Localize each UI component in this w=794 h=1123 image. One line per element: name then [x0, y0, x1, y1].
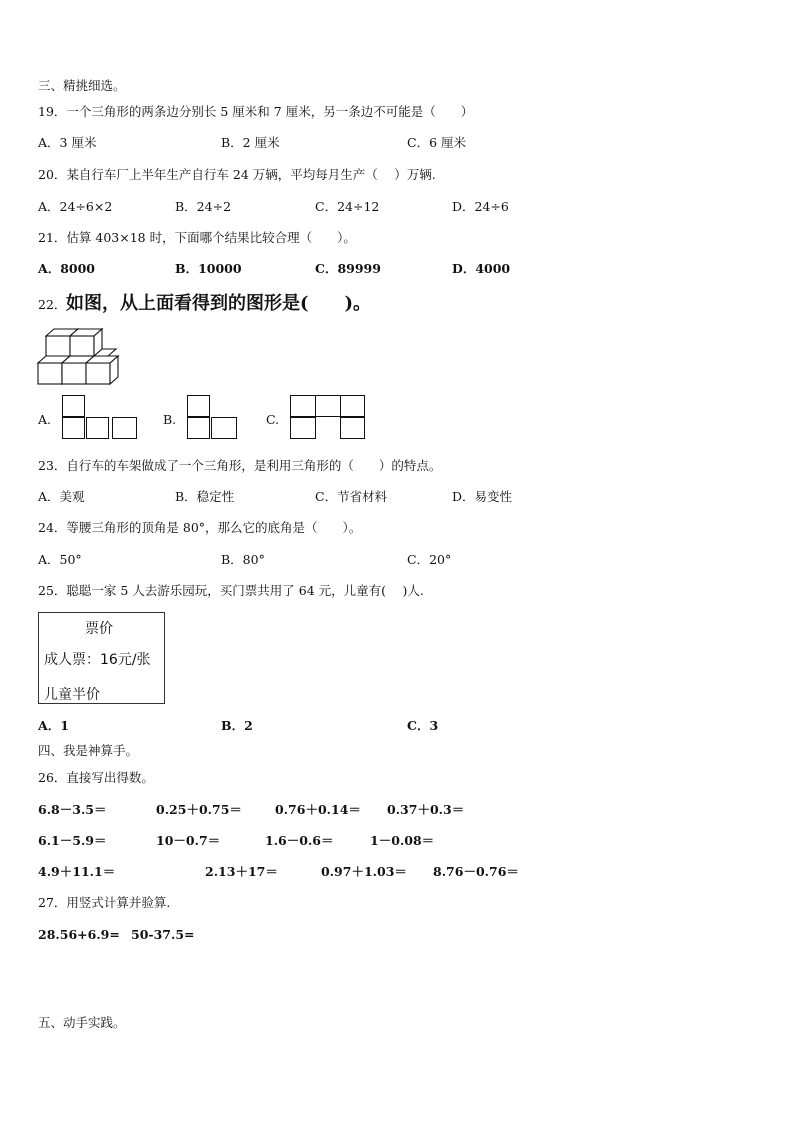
ticket-child-price: 儿童半价: [44, 687, 100, 703]
q26-expr-4: 0.37＋0.3＝: [387, 802, 465, 817]
q23-option-a: A．美观: [38, 489, 85, 504]
q19-option-c: C．6 厘米: [407, 135, 466, 150]
section-4-title: 四、我是神算手。: [38, 743, 139, 758]
q22-option-c-figure: [290, 395, 366, 442]
q19-option-a: A．3 厘米: [38, 135, 97, 150]
question-19-stem: 19．一个三角形的两条边分别长 5 厘米和 7 厘米，另一条边不可能是（ ）: [38, 104, 474, 119]
question-22-stem: 如图，从上面看得到的图形是( )。: [66, 293, 372, 314]
section-5-title: 五、动手实践。: [38, 1015, 126, 1030]
question-26-stem: 26．直接写出得数。: [38, 770, 154, 785]
q21-option-a: A．8000: [38, 261, 95, 276]
q20-option-c: C．24÷12: [315, 199, 380, 214]
question-22-number: 22．: [38, 297, 67, 312]
q25-option-b: B．2: [221, 718, 253, 733]
q20-option-b: B．24÷2: [175, 199, 232, 214]
question-25-stem: 25．聪聪一家 5 人去游乐园玩，买门票共用了 64 元，儿童有( )人.: [38, 583, 424, 598]
question-21-stem: 21．估算 403×18 时，下面哪个结果比较合理（ ）。: [38, 230, 356, 245]
q22-option-c: C.: [266, 412, 280, 427]
q26-expr-6: 10－0.7＝: [156, 833, 221, 848]
q26-expr-5: 6.1－5.9＝: [38, 833, 107, 848]
section-3-title: 三、精挑细选。: [38, 78, 126, 93]
q22-option-b-figure: [187, 395, 239, 442]
q26-expr-2: 0.25＋0.75＝: [156, 802, 242, 817]
question-24-stem: 24．等腰三角形的顶角是 80°，那么它的底角是（ ）。: [38, 520, 362, 535]
q26-expr-11: 0.97＋1.03＝: [321, 864, 407, 879]
q25-option-c: C．3: [407, 718, 439, 733]
q26-expr-8: 1－0.08＝: [370, 833, 435, 848]
q23-option-d: D．易变性: [452, 489, 513, 504]
q23-option-b: B．稳定性: [175, 489, 235, 504]
q20-option-d: D．24÷6: [452, 199, 509, 214]
q24-option-c: C．20°: [407, 552, 452, 567]
q22-option-b: B.: [163, 412, 177, 427]
q27-item-1: 28.56+6.9=: [38, 927, 120, 942]
q26-expr-12: 8.76－0.76＝: [433, 864, 519, 879]
question-27-stem: 27．用竖式计算并验算.: [38, 895, 171, 910]
q26-expr-3: 0.76＋0.14＝: [275, 802, 361, 817]
q22-option-a-figure: [62, 395, 138, 442]
q21-option-b: B．10000: [175, 261, 242, 276]
q21-option-c: C．89999: [315, 261, 381, 276]
q19-option-b: B．2 厘米: [221, 135, 280, 150]
ticket-price-box: [38, 612, 165, 704]
q26-expr-10: 2.13＋17＝: [205, 864, 278, 879]
q23-option-c: C．节省材料: [315, 489, 388, 504]
q26-expr-1: 6.8－3.5＝: [38, 802, 107, 817]
question-23-stem: 23．自行车的车架做成了一个三角形，是利用三角形的（ ）的特点。: [38, 458, 442, 473]
q21-option-d: D．4000: [452, 261, 511, 276]
ticket-adult-price: 成人票：16元/张: [44, 652, 151, 668]
q24-option-b: B．80°: [221, 552, 265, 567]
ticket-title: 票价: [85, 621, 113, 637]
q26-expr-9: 4.9＋11.1＝: [38, 864, 116, 879]
q26-expr-7: 1.6－0.6＝: [265, 833, 334, 848]
q22-option-a: A.: [38, 412, 52, 427]
q24-option-a: A．50°: [38, 552, 82, 567]
q20-option-a: A．24÷6×2: [38, 199, 113, 214]
question-20-stem: 20．某自行车厂上半年生产自行车 24 万辆，平均每月生产（ ）万辆.: [38, 167, 436, 182]
q25-option-a: A．1: [38, 718, 69, 733]
cube-stack-figure: [36, 326, 126, 386]
q27-item-2: 50-37.5=: [131, 927, 195, 942]
